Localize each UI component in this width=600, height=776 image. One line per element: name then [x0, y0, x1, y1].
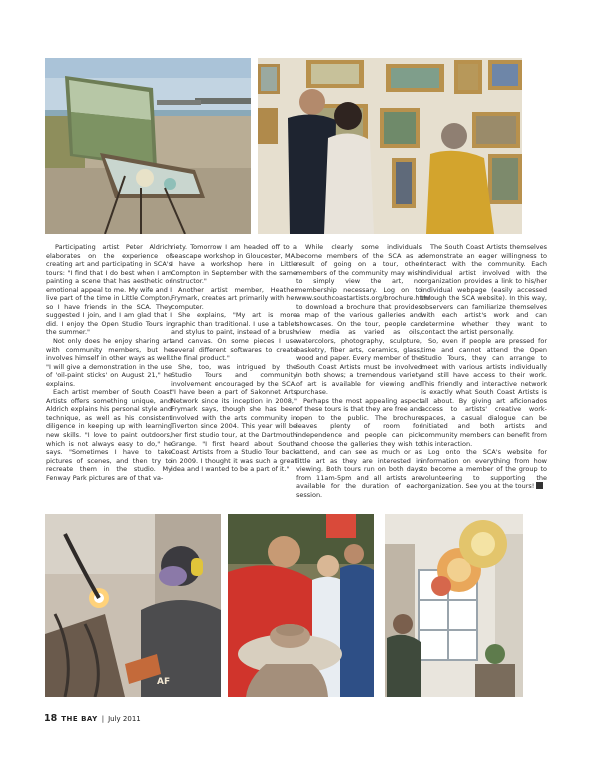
- closing-sentence: Log onto the SCA's website for information on everything from how to become a member of the group to volunteering to supporting the organization. See you at the tours!: [421, 448, 547, 491]
- paragraph: While clearly some individuals become members of the SCA as a result of going on a tour, other members of the community may wish to simply view the art, no membership necessary. Log on to www.southcoastartists.org/brochure.html to download a brochure that provides a map of the various galleries and showcases. On the tour, people can view media as varied as oils, watercolors, photography, sculpture, basketry, fiber arts, ceramics, glass, wood and paper. Every member of the South Coast Artists must be involved in both shows; a tremendous variety of art is available for viewing and purchase.: [296, 243, 431, 397]
- glove-marking-text: AF: [157, 677, 171, 687]
- photo-lantern-studio: [385, 514, 523, 697]
- photo-outdoor-easel: [45, 58, 251, 234]
- article-column-4: [421, 243, 547, 491]
- paragraph: The South Coast Artists themselves demonstrate an eager willingness to interact with the community. Each individual artist involved with the organization provides a link to his/her individual webpage (easily accessed through the SCA website). In this way, observers can familiarize themselves with each artist's work and can determine whether they want to contact the artist personally.: [421, 243, 547, 337]
- paragraph: [421, 448, 547, 491]
- paragraph: Each artist member of South Coast Artists offers something unique, and Aldrich explains his personal style and technique, as well as his consistent diligence in keeping up with learning new skills. "I love to paint outdoors, which is not always easy to do," he says. "Sometimes I have to take pictures of scenes, and then try to recreate them in the studio. My Fenway Park pictures are of that va-: [46, 388, 172, 482]
- paragraph: She explains, "My art is more graphic than traditional. I use a tablet and stylus to paint, instead of a brush and canvas. On some pieces I use several different softwares to create the final product.": [171, 311, 297, 363]
- photo-gallery-visitors: [258, 58, 522, 234]
- photo-welding-artist: [45, 514, 221, 697]
- paragraph: Another artist member, Heather Frymark, creates art primarily with her computer.: [171, 285, 297, 311]
- footer-separator: |: [101, 715, 105, 723]
- paragraph: She, too, was intrigued by the Studio Tours and community involvement encouraged by the SCA. "I have been a part of Sakonnet Arts Network since its inception in 2008," Frymark says, though she has been involved with the arts community in Tiverton since 2004. This year will be her first studio tour, at the Dartmouth Grange. "I first heard about South Coast Artists from a Studio Tour back in 2009. I thought it was such a great idea and I wanted to be a part of it.": [171, 362, 297, 474]
- page-footer: [44, 713, 141, 724]
- photo-pottery-demonstration: [228, 514, 374, 697]
- article-column-2: [171, 243, 297, 474]
- paragraph: Not only does he enjoy sharing art with community members, but he involves himself in other ways as well. "I will give a demonstration in the use of 'oil-paint sticks' on August 21," he explains.: [46, 337, 172, 388]
- article-column-1: [46, 243, 172, 482]
- issue-date: July 2011: [108, 715, 141, 723]
- paragraph: Perhaps the most appealing aspect of these tours is that they are free and open to the public. The brochure leaves plenty of room for independence and people can pick and choose the galleries they wish to attend, and can see as much or as little art as they are interested in viewing. Both tours run on both days from 11am-5pm and all artists are available for the duration of each session.: [296, 396, 423, 499]
- end-mark-icon: [536, 482, 543, 489]
- paragraph: Participating artist Peter Aldrich elaborates on the experience of creating art and participating in SCA's tours: "I find that I do best when I am painting a scene that has aesthetic or emotional appeal to me. My wife and I live part of the time in Little Compton, so I have friends in the SCA. They suggested I join, and I am glad that I did. I enjoy the Open Studio Tours in the summer.": [46, 243, 172, 337]
- paragraph: So, even if people are pressed for time and cannot attend the Open Studio Tours, they can arrange to meet with various artists individually and still have access to their work. This friendly and interactive network is exactly what South Coast Artists is all about. By giving art aficionados access to artists' creative work-spaces, a casual dialogue can be initiated and both artists and community members can benefit from this interaction.: [421, 337, 547, 448]
- magazine-name: THE BAY: [61, 715, 98, 723]
- article-column-3: [296, 243, 431, 499]
- page-number: 18: [44, 713, 58, 724]
- paragraph: riety. Tomorrow I am headed off to a seascape workshop in Gloucester, MA. I have a workshop here in Little Compton in September with the same instructor.": [171, 243, 297, 286]
